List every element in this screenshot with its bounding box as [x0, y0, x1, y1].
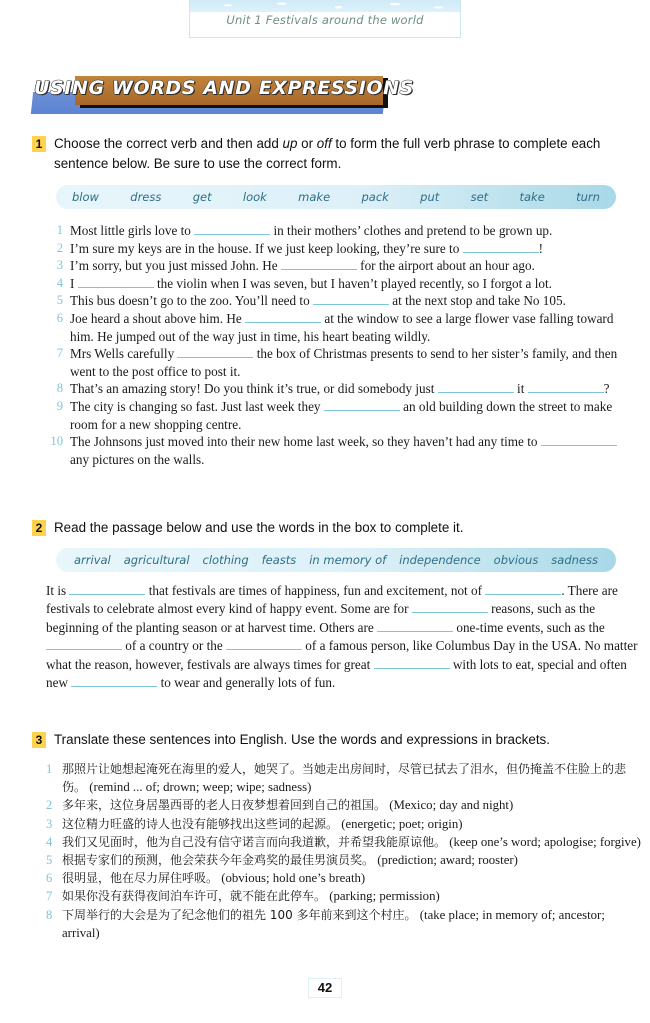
list-item-number: 7 [46, 889, 53, 904]
list-item-number: 10 [50, 434, 63, 449]
list-item-number: 9 [56, 398, 63, 413]
list-item-text [62, 869, 642, 887]
word-box-item: blow [72, 190, 99, 204]
exercise-1-number: 1 [32, 136, 46, 152]
header-decorative-band [190, 0, 460, 12]
list-item [46, 240, 638, 258]
list-item-text: I the violin when I was seven, but I haven’t played recently, so I forgot a lot. [70, 275, 552, 291]
exercise-2-word-box [56, 548, 616, 572]
bracket-hints: (obvious; hold one’s breath) [218, 871, 366, 886]
list-item-number: 6 [56, 310, 63, 325]
word-box-item: pack [361, 190, 389, 204]
exercise-1-word-box [56, 185, 616, 209]
list-item [46, 869, 642, 887]
list-item-text [62, 796, 642, 814]
list-item-number: 3 [56, 258, 63, 273]
word-box-item: turn [576, 190, 600, 204]
list-item-number: 5 [46, 853, 53, 868]
list-item-number: 1 [56, 223, 63, 237]
list-item-number: 7 [56, 346, 63, 361]
list-item-number: 8 [56, 381, 63, 396]
list-item-text: Mrs Wells carefully the box of Christmas presents to send to her sister’s family, and then went to the post office to post it. [70, 346, 618, 379]
exercise-3-number: 3 [32, 732, 46, 748]
list-item-text: Most little girls love to in their mothers’ clothes and pretend to be grown up. [70, 223, 553, 238]
section-banner [32, 76, 414, 116]
word-box-item: clothing [202, 553, 249, 567]
exercise-3-instruction: Translate these sentences into English. Use the words and expressions in brackets. [54, 732, 550, 747]
list-item [46, 292, 638, 310]
list-item [46, 310, 638, 345]
exercise-2-header [32, 518, 632, 538]
list-item [46, 796, 642, 814]
list-item [46, 398, 638, 433]
list-item [46, 222, 638, 240]
chinese-sentence: 下周举行的大会是为了纪念他们的祖先 100 多年前来到这个村庄。 [62, 907, 417, 922]
list-item-text: That’s an amazing story! Do you think it’s true, or did somebody just it ? [70, 381, 610, 397]
list-item-text: Joe heard a shout above him. He at the window to see a large flower vase falling toward him. He jumped out of the way just in time, his heart beating wildly. [70, 310, 614, 344]
exercise-3-items [46, 760, 642, 942]
list-item [46, 833, 642, 851]
chinese-sentence: 那照片让她想起淹死在海里的爱人，她哭了。当她走出房间时，尽管已拭去了泪水，但仍掩盖不住脸上的悲伤。 [62, 762, 627, 795]
word-box-item: feasts [261, 553, 297, 567]
list-item-text [62, 815, 642, 833]
word-box-item: set [470, 190, 489, 204]
chinese-sentence: 多年来，这位身居墨西哥的老人日夜梦想着回到自己的祖国。 [62, 798, 387, 813]
page-number-value: 42 [308, 978, 342, 998]
exercise-1-instruction: Choose the correct verb and then add up or off to form the full verb phrase to complete each sentence below. Be sure to use the correct form. [54, 136, 601, 171]
word-box-item: in memory of [309, 553, 387, 567]
list-item-number: 2 [46, 798, 53, 813]
chinese-sentence: 很明显，他在尽力屏住呼吸。 [62, 871, 219, 886]
word-box-item: obvious [493, 553, 539, 567]
chinese-sentence: 这位精力旺盛的诗人也没有能够找出这些词的起源。 [62, 816, 339, 831]
chinese-sentence: 如果你没有获得夜间泊车许可，就不能在此停车。 [62, 889, 327, 904]
exercise-2-number: 2 [32, 520, 46, 536]
list-item [46, 380, 638, 398]
section-title: USING WORDS AND EXPRESSIONS [34, 77, 414, 99]
word-box-item: look [242, 190, 267, 204]
list-item-text: The city is changing so fast. Just last week they an old building down the street to make room for a new shopping centre. [70, 398, 613, 432]
exercise-2-instruction: Read the passage below and use the words in the box to complete it. [54, 520, 464, 535]
list-item-number: 8 [46, 907, 53, 922]
exercise-3-header [32, 730, 632, 750]
list-item-number: 2 [56, 240, 63, 255]
word-box-item: sadness [551, 553, 598, 567]
word-box-item: independence [399, 553, 481, 567]
running-head [189, 0, 461, 38]
word-box-item: agricultural [123, 553, 190, 567]
bracket-hints: (energetic; poet; origin) [338, 816, 463, 831]
bracket-hints: (keep one’s word; apologise; forgive) [446, 834, 641, 849]
list-item-text: I’m sorry, but you just missed John. He for the airport about an hour ago. [70, 258, 535, 274]
running-head-text: Unit 1 Festivals around the world [226, 13, 424, 27]
bracket-hints: (take place; in memory of; ancestor; arrival) [62, 907, 605, 940]
list-item-text: The Johnsons just moved into their new home last week, so they haven’t had any time to any pictures on the walls. [70, 433, 638, 468]
list-item-text [62, 851, 642, 869]
chinese-sentence: 我们又见面时，他为自己没有信守诺言而向我道歉，并希望我能原谅他。 [62, 834, 447, 849]
word-box-item: put [420, 190, 440, 204]
list-item-text [62, 906, 642, 942]
list-item [46, 851, 642, 869]
list-item-number: 5 [56, 293, 63, 308]
list-item-number: 1 [46, 762, 53, 776]
list-item-text [62, 833, 642, 851]
word-box-item: take [519, 190, 545, 204]
list-item [46, 887, 642, 905]
word-box-item: dress [130, 190, 162, 204]
list-item [46, 760, 642, 796]
list-item [46, 275, 638, 293]
exercise-1-items [46, 222, 638, 468]
chinese-sentence: 根据专家们的预测，他会荣获今年金鸡奖的最佳男演员奖。 [62, 853, 375, 868]
word-box-item: make [298, 190, 331, 204]
list-item-number: 4 [56, 275, 63, 290]
list-item [46, 345, 638, 380]
list-item-text [62, 887, 642, 905]
list-item-text: This bus doesn’t go to the zoo. You’ll need to at the next stop and take No 105. [70, 293, 566, 309]
list-item [46, 433, 638, 468]
page-number [0, 978, 650, 998]
list-item-number: 3 [46, 816, 53, 831]
list-item-number: 4 [46, 834, 53, 849]
bracket-hints: (prediction; award; rooster) [374, 853, 518, 868]
bracket-hints: (Mexico; day and night) [386, 798, 514, 813]
list-item [46, 815, 642, 833]
bracket-hints: (remind ... of; drown; weep; wipe; sadness) [86, 780, 312, 795]
list-item-text [62, 760, 642, 796]
exercise-1-header [32, 134, 632, 174]
bracket-hints: (parking; permission) [326, 889, 440, 904]
list-item-number: 6 [46, 871, 53, 886]
list-item-text: I’m sure my keys are in the house. If we just keep looking, they’re sure to ! [70, 240, 543, 256]
exercise-2-passage: It is that festivals are times of happiness, fun and excitement, not of . There are festivals to celebrate almost every kind of happy event. Some are for reasons, such as the beginning of the planting season or at harvest time. Others are one-time events, such as the of a country or the of a famous person, like Columbus Day in the USA. No matter what the reason, however, festivals are always times for great with lots to eat, special and often new to wear and generally lots of fun. [46, 583, 638, 691]
list-item [46, 257, 638, 275]
word-box-item: get [192, 190, 212, 204]
list-item [46, 906, 642, 942]
word-box-item: arrival [74, 553, 111, 567]
